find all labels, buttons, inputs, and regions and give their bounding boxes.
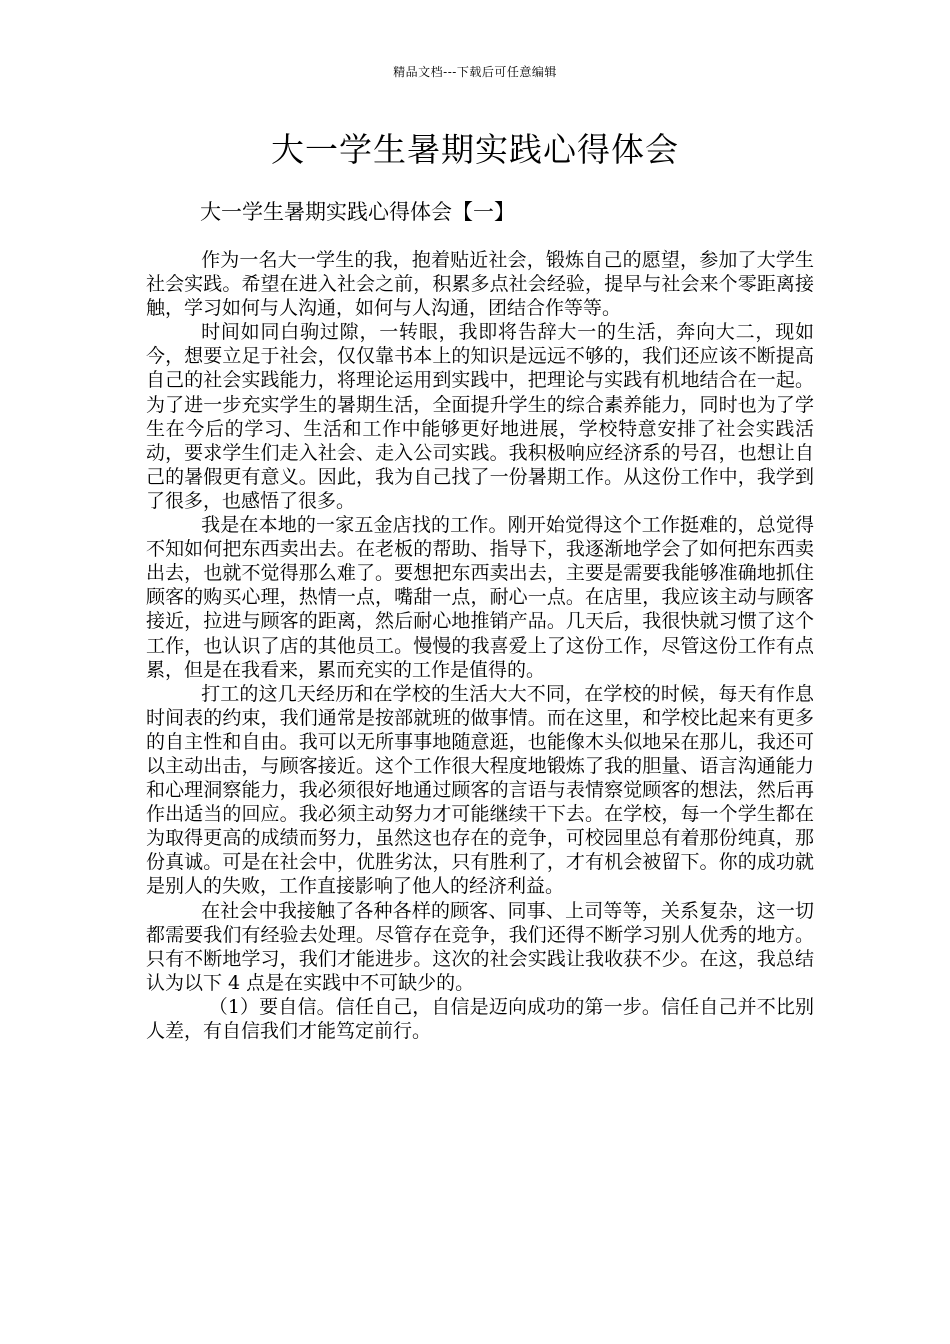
document-title: 大一学生暑期实践心得体会 — [271, 130, 679, 169]
paragraph-2: 时间如同白驹过隙，一转眼，我即将告辞大一的生活，奔向大二，现如今，想要立足于社会，仅仅靠书本上的知识是远远不够的，我们还应该不断提高自己的社会实践能力，将理论运用到实践中，把理论与实践有机地结合在一起。为了进一步充实学生的暑期生活，全面提升学生的综合素养能力，同时也为了学生在今后的学习、生活和工作中能够更好地进展，学校特意安排了社会实践活动，要求学生们走入社会、走入公司实践。我积极响应经济系的号召，也想让自己的暑假更有意义。因此，我为自己找了一份暑期工作。从这份工作中，我学到了很多，也感悟了很多。 — [146, 321, 814, 512]
header-note: 精品文档---下载后可任意编辑 — [393, 65, 557, 79]
paragraph-1: 作为一名大一学生的我，抱着贴近社会，锻炼自己的愿望，参加了大学生社会实践。希望在进入社会之前，积累多点社会经验，提早与社会来个零距离接触，学习如何与人沟通，如何与人沟通，团结合作等等。 — [146, 249, 814, 320]
paragraph-4: 打工的这几天经历和在学校的生活大大不同，在学校的时候，每天有作息时间表的约束，我们通常是按部就班的做事情。而在这里，和学校比起来有更多的自主性和自由。我可以无所事事地随意逛，也能像木头似地呆在那儿，我还可以主动出击，与顾客接近。这个工作很大程度地锻炼了我的胆量、语言沟通能力和心理洞察能力，我必须很好地通过顾客的言语与表情察觉顾客的想法，然后再作出适当的回应。我必须主动努力才可能继续干下去。在学校，每一个学生都在为取得更高的成绩而努力，虽然这也存在的竞争，可校园里总有着那份纯真，那份真诚。可是在社会中，优胜劣汰，只有胜利了，才有机会被留下。你的成功就是别人的失败，工作直接影响了他人的经济利益。 — [146, 682, 814, 898]
paragraph-3: 我是在本地的一家五金店找的工作。刚开始觉得这个工作挺难的，总觉得不知如何把东西卖出去。在老板的帮助、指导下，我逐渐地学会了如何把东西卖出去，也就不觉得那么难了。要想把东西卖出去，主要是需要我能够准确地抓住顾客的购买心理，热情一点，嘴甜一点，耐心一点。在店里，我应该主动与顾客接近，拉进与顾客的距离，然后耐心地推销产品。几天后，我很快就习惯了这个工作，也认识了店的其他员工。慢慢的我喜爱上了这份工作，尽管这份工作有点累，但是在我看来，累而充实的工作是值得的。 — [146, 514, 814, 681]
document-body — [146, 248, 814, 1043]
paragraph-5: 在社会中我接触了各种各样的顾客、同事、上司等等，关系复杂，这一切都需要我们有经验去处理。尽管存在竞争，我们还得不断学习别人优秀的地方。只有不断地学习，我们才能进步。这次的社会实践让我收获不少。在这，我总结认为以下 4 点是在实践中不可缺少的。 — [146, 899, 814, 994]
section-heading: 大一学生暑期实践心得体会【一】 — [200, 200, 515, 224]
paragraph-6: （1）要自信。信任自己，自信是迈向成功的第一步。信任自己并不比别人差，有自信我们才能笃定前行。 — [146, 995, 814, 1042]
